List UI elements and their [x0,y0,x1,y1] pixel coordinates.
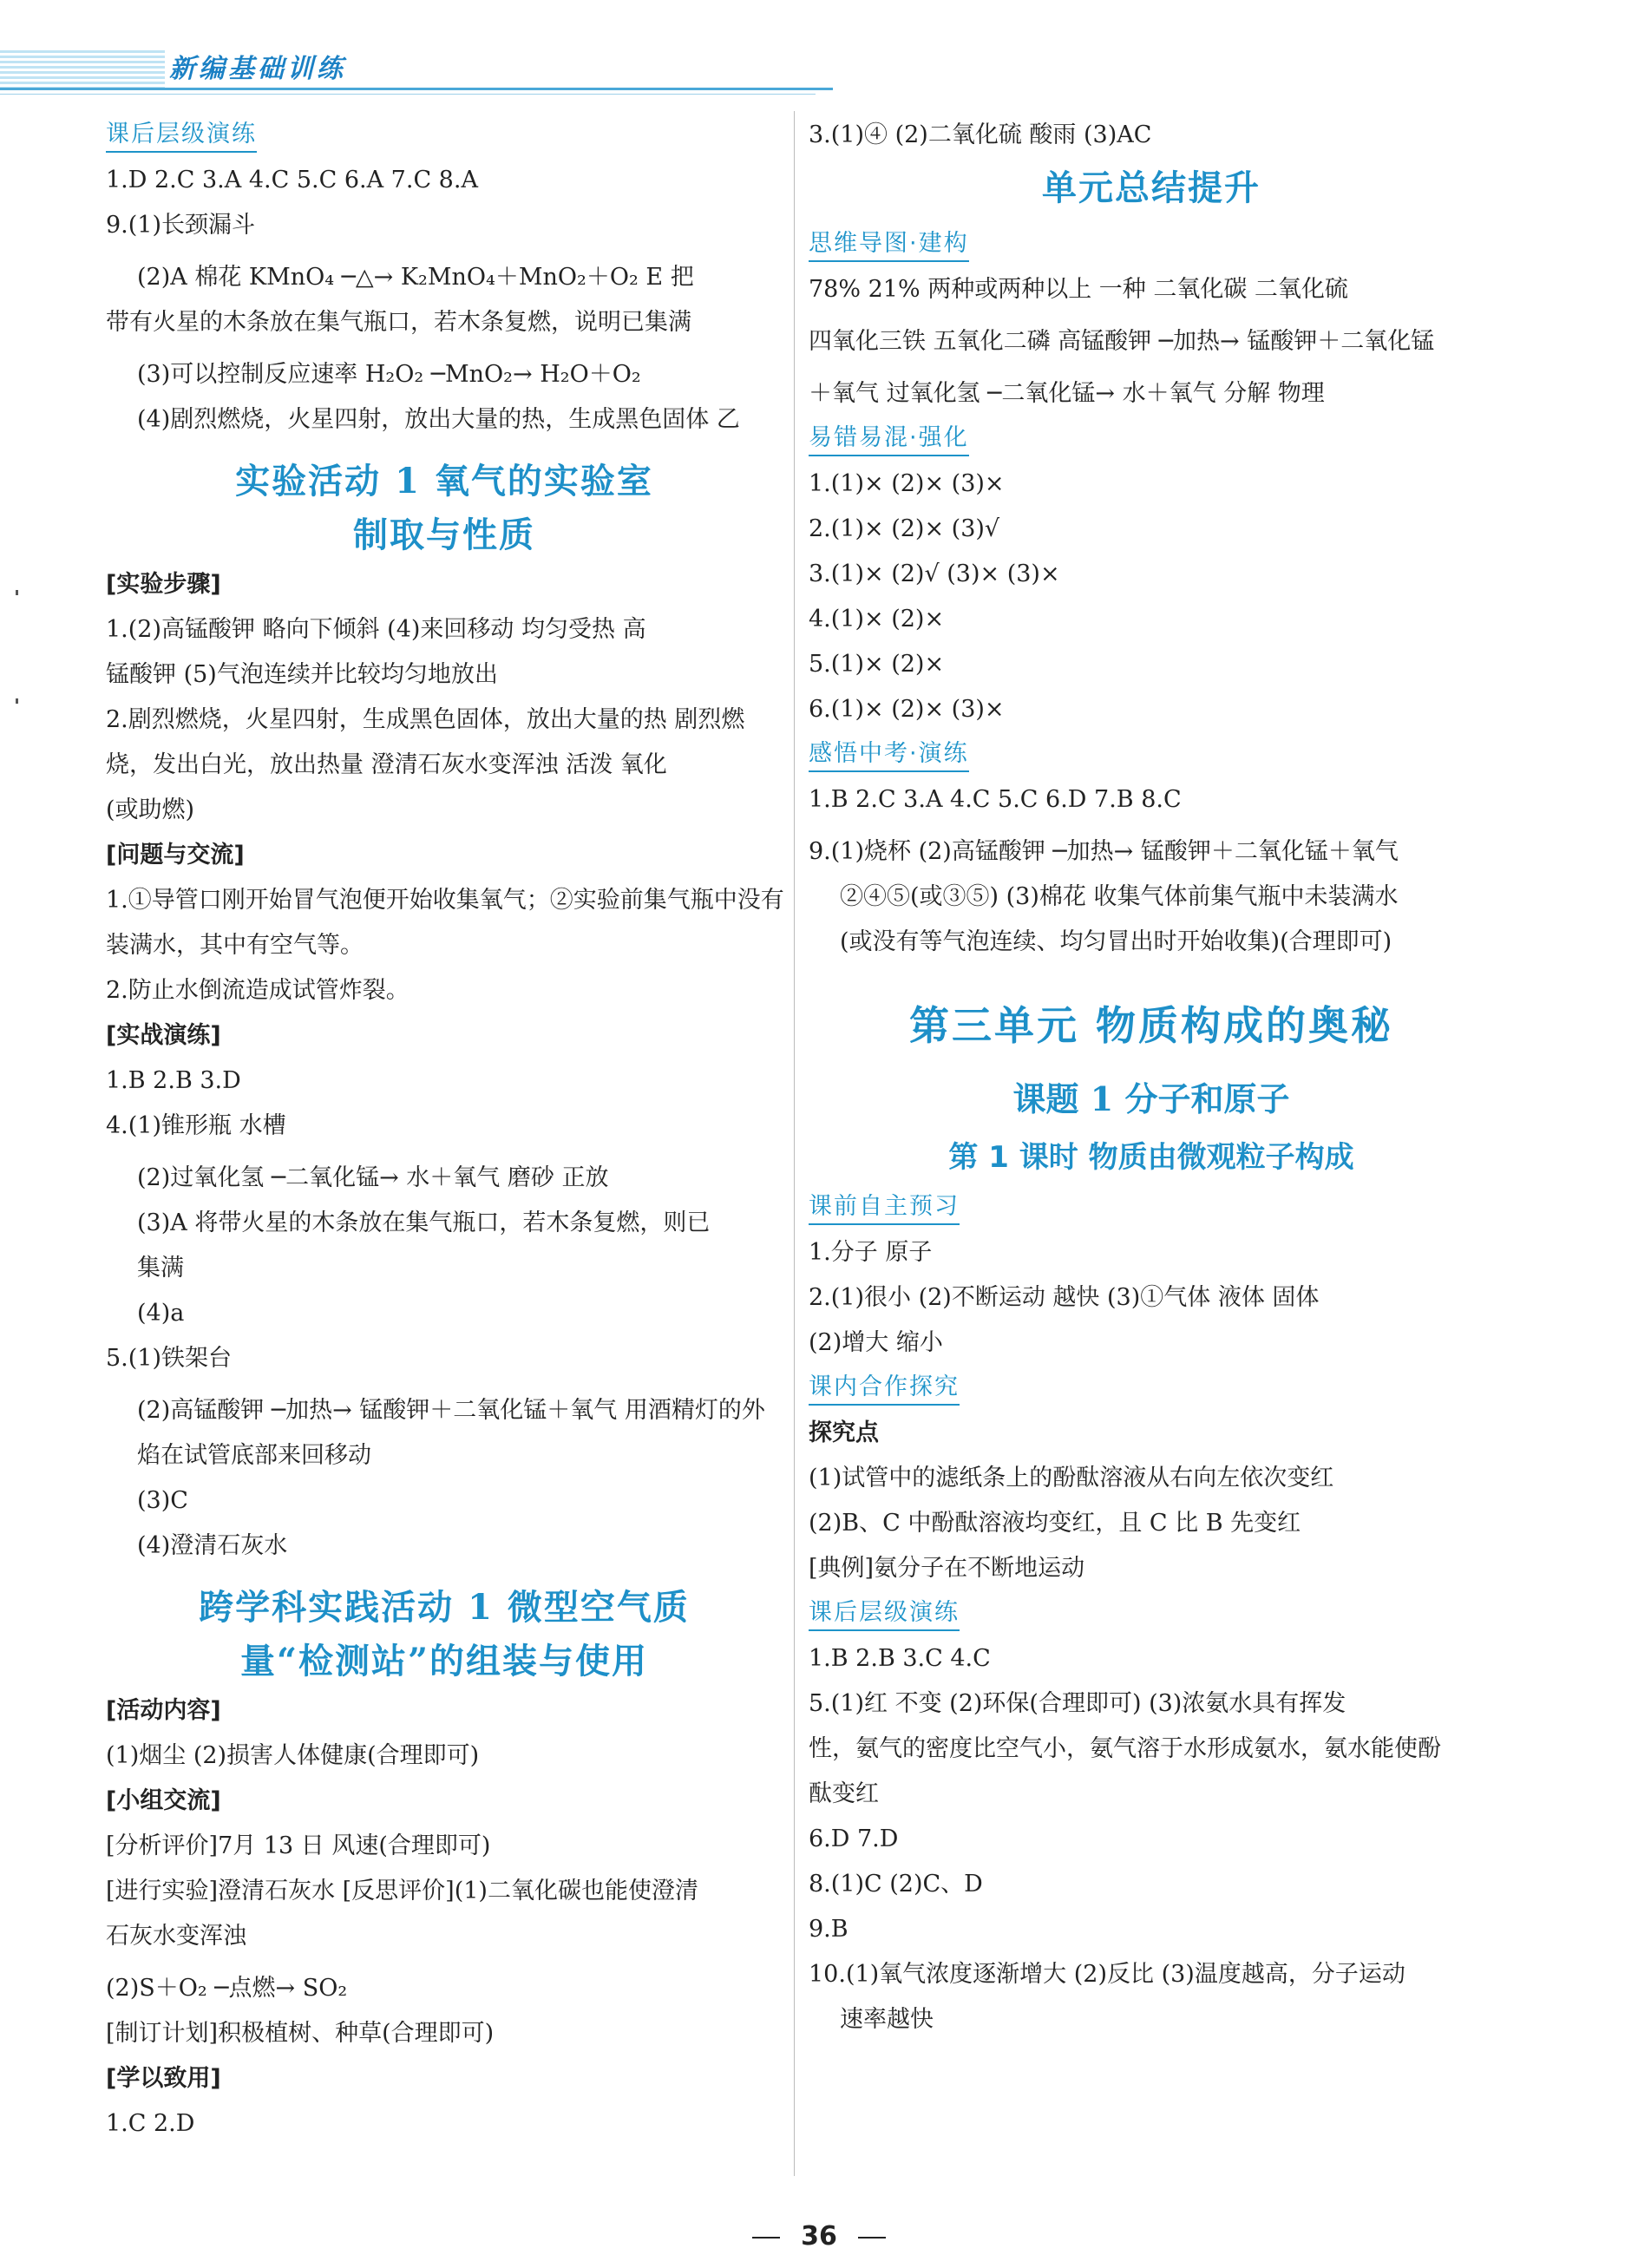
answer-line: 1.B 2.B 3.D [106,1067,241,1094]
answer-line: 酞变红 [809,1780,879,1807]
answer-line: 1.B 2.B 3.C 4.C [809,1645,991,1672]
footer-dash-left [752,2237,780,2239]
answer-line: 锰酸钾 (5)气泡连续并比较均匀地放出 [106,661,498,688]
header-title: 新编基础训练 [169,54,346,84]
answer-line: 10.(1)氧气浓度逐渐增大 (2)反比 (3)温度越高，分子运动 [809,1961,1405,1988]
answer-line: 2.(1)很小 (2)不断运动 越快 (3)①气体 液体 固体 [809,1284,1320,1311]
page-header [0,0,1638,100]
bracket-heading: [实验步骤] [106,571,221,598]
answer-line: (3)C [137,1487,188,1514]
answer-line: (4)澄清石灰水 [137,1532,288,1559]
bracket-heading: [小组交流] [106,1787,221,1814]
topic-heading: 课题 1 分子和原子 [1012,1079,1290,1118]
section-tag-row [809,222,1494,267]
answer-line: 焰在试管底部来回移动 [137,1442,371,1469]
section-tag: 感悟中考·演练 [809,737,969,772]
answer-line: 1.D 2.C 3.A 4.C 5.C 6.A 7.C 8.A [106,167,478,193]
answer-line: (或没有等气泡连续、均匀冒出时开始收集)(合理即可) [840,928,1392,955]
answer-line: (3)A 将带火星的木条放在集气瓶口，若木条复燃，则已 [137,1209,711,1236]
page-number: 36 [801,2221,837,2252]
answer-line: 烧，发出白光，放出热量 澄清石灰水变浑浊 活泼 氧化 [106,751,667,778]
bracket-heading: [问题与交流] [106,842,245,869]
answer-line: 5.(1)红 不变 (2)环保(合理即可) (3)浓氨水具有挥发 [809,1690,1346,1717]
answer-line: 性，氨气的密度比空气小，氨气溶于水形成氨水，氨水能使酚 [809,1735,1441,1762]
section-heading: 单元总结提升 [1042,167,1261,208]
answer-line: [制订计划]积极植树、种草(合理即可) [106,2020,495,2047]
section-tag: 易错易混·强化 [809,422,969,456]
answer-line: 1.C 2.D [106,2110,195,2137]
answer-line: (2)过氧化氢 ─二氧化锰→ 水＋氧气 磨砂 正放 [137,1164,609,1191]
answer-line: 2.防止水倒流造成试管炸裂。 [106,977,410,1004]
section-tag: 思维导图·建构 [809,227,969,262]
section-heading: 跨学科实践活动 1 微型空气质 [199,1587,690,1628]
section-tag-row [106,113,783,158]
column-divider [794,111,795,2176]
answer-line: 1.B 2.C 3.A 4.C 5.C 6.D 7.B 8.C [809,786,1182,813]
section-tag-row [809,1185,1494,1230]
answer-line: 2.剧烈燃烧，火星四射，生成黑色固体，放出大量的热 剧烈燃 [106,706,745,733]
answer-line: 1.①导管口刚开始冒气泡便开始收集氧气；②实验前集气瓶中没有 [106,887,784,914]
margin-mark [16,698,18,704]
answer-line: ＋氧气 过氧化氢 ─二氧化锰→ 水＋氧气 分解 物理 [809,380,1325,407]
answer-line: 4.(1)× (2)× [809,606,945,633]
section-tag: 课内合作探究 [809,1371,960,1406]
answer-line: 装满水，其中有空气等。 [106,932,364,959]
bracket-heading: [实战演练] [106,1022,221,1049]
answer-line: (2)S＋O₂ ─点燃→ SO₂ [106,1975,348,2002]
answer-line: (1)烟尘 (2)损害人体健康(合理即可) [106,1742,480,1769]
answer-line: 带有火星的木条放在集气瓶口，若木条复燃，说明已集满 [106,309,691,336]
answer-line: (或助燃) [106,796,195,823]
answer-line: 5.(1)× (2)× [809,651,945,678]
answer-line: 3.(1)× (2)√ (3)× (3)× [809,560,1060,587]
answer-line: 1.(1)× (2)× (3)× [809,470,1005,497]
unit-heading: 第三单元 物质构成的奥秘 [908,1002,1393,1049]
answer-line: 速率越快 [840,2006,934,2033]
answer-line: (2)A 棉花 KMnO₄ ─△→ K₂MnO₄＋MnO₂＋O₂ E 把 [137,264,694,291]
section-tag-row [809,732,1494,777]
answer-line: 石灰水变浑浊 [106,1923,246,1950]
answer-line: (2)B、C 中酚酞溶液均变红，且 C 比 B 先变红 [809,1510,1301,1537]
answer-line: 1.分子 原子 [809,1239,933,1266]
answer-line: 集满 [137,1255,184,1281]
answer-line: 3.(1)④ (2)二氧化硫 酸雨 (3)AC [809,121,1152,148]
answer-line: 6.D 7.D [809,1826,899,1852]
header-stripes [0,50,165,88]
section-tag: 课前自主预习 [809,1190,960,1225]
section-tag: 课后层级演练 [106,118,257,153]
header-rule-thin [0,94,816,95]
answer-line: 四氧化三铁 五氧化二磷 高锰酸钾 ─加热→ 锰酸钾＋二氧化锰 [809,328,1435,355]
bracket-heading: 探究点 [809,1419,879,1446]
answer-line: [分析评价]7月 13 日 风速(合理即可) [106,1832,491,1859]
section-tag-row [809,1591,1494,1636]
bracket-heading: [学以致用] [106,2065,221,2092]
answer-line: (1)试管中的滤纸条上的酚酞溶液从右向左依次变红 [809,1465,1334,1491]
section-tag: 课后层级演练 [809,1596,960,1631]
answer-line: 5.(1)铁架台 [106,1345,233,1372]
left-column [106,113,783,2147]
answer-line: (3)可以控制反应速率 H₂O₂ ─MnO₂→ H₂O＋O₂ [137,361,641,388]
answer-line: 9.(1)烧杯 (2)高锰酸钾 ─加热→ 锰酸钾＋二氧化锰＋氧气 [809,838,1399,865]
answer-line: 2.(1)× (2)× (3)√ [809,515,1000,542]
answer-line: ②④⑤(或③⑤) (3)棉花 收集气体前集气瓶中未装满水 [840,883,1399,910]
answer-line: 9.(1)长颈漏斗 [106,212,256,239]
right-column [809,113,1494,2042]
answer-line: 1.(2)高锰酸钾 略向下倾斜 (4)来回移动 均匀受热 高 [106,616,646,643]
answer-line: (4)剧烈燃烧，火星四射，放出大量的热，生成黑色固体 乙 [137,406,740,433]
answer-line: [典例]氨分子在不断地运动 [809,1555,1085,1582]
margin-mark [16,590,18,595]
lesson-heading: 第 1 课时 物质由微观粒子构成 [948,1140,1354,1175]
answer-line: (4)a [137,1300,185,1327]
section-tag-row [809,416,1494,462]
answer-line: (2)增大 缩小 [809,1329,943,1356]
answer-line: 78% 21% 两种或两种以上 一种 二氧化碳 二氧化硫 [809,276,1348,303]
section-heading: 量“检测站”的组装与使用 [239,1641,648,1681]
answer-line: [进行实验]澄清石灰水 [反思评价](1)二氧化碳也能使澄清 [106,1878,698,1904]
page-footer [0,2221,1638,2252]
section-heading: 实验活动 1 氧气的实验室 [235,461,653,501]
header-rule [0,88,833,90]
bracket-heading: [活动内容] [106,1697,221,1724]
answer-line: (2)高锰酸钾 ─加热→ 锰酸钾＋二氧化锰＋氧气 用酒精灯的外 [137,1397,765,1424]
section-heading: 制取与性质 [353,515,535,555]
answer-line: 4.(1)锥形瓶 水槽 [106,1112,286,1139]
answer-line: 6.(1)× (2)× (3)× [809,696,1005,723]
answer-line: 8.(1)C (2)C、D [809,1871,983,1898]
footer-dash-right [858,2237,886,2239]
section-tag-row [809,1366,1494,1411]
answer-line: 9.B [809,1916,848,1943]
